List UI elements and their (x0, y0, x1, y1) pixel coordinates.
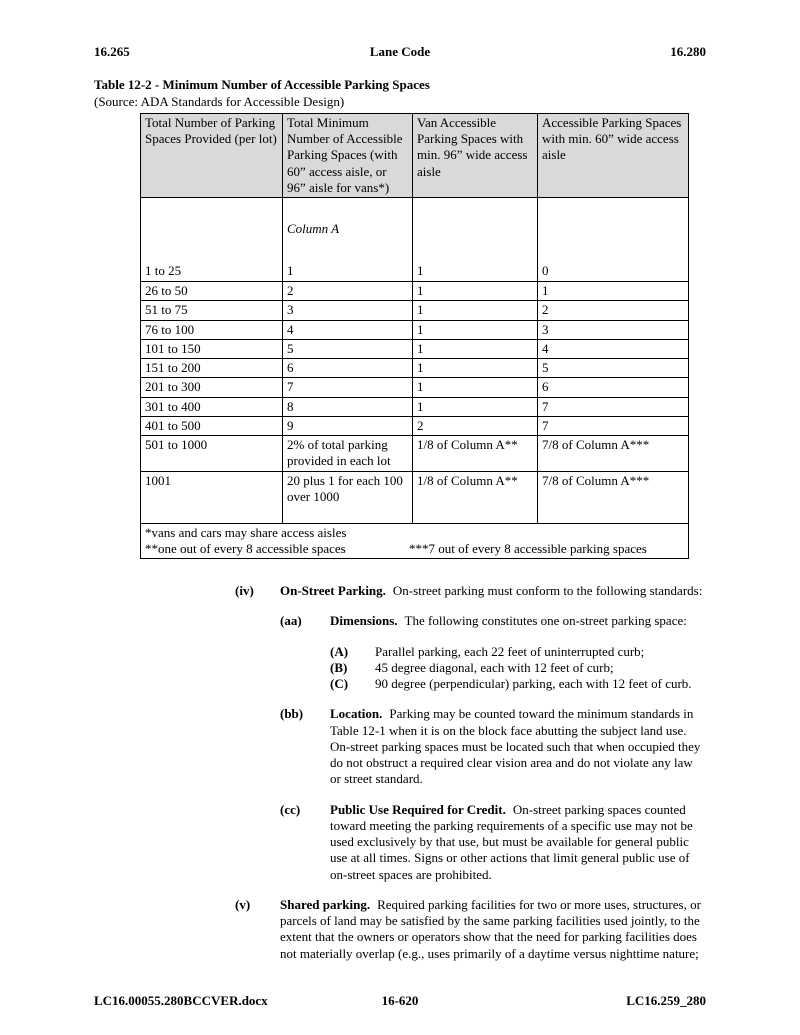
dimension-item-b (330, 660, 706, 676)
table-row (141, 471, 689, 523)
cell-minimum: 20 plus 1 for each 100 over 1000 (283, 471, 413, 523)
item-text: Parallel parking, each 22 feet of uninterrupted curb; (375, 643, 645, 659)
cell-value: 1 to 25 (145, 262, 182, 278)
cell-van: 1 (413, 282, 538, 301)
cell-provided: 501 to 1000 (141, 436, 283, 472)
item-label: (B) (330, 659, 348, 675)
table-row (141, 378, 689, 397)
section-heading: Shared parking. (280, 896, 371, 912)
section-text (330, 613, 706, 629)
cell-van: 1 (413, 397, 538, 416)
section-cc (280, 802, 706, 883)
header-cell-provided: Total Number of Parking Spaces Provided (per lot) (141, 113, 283, 197)
cell-minimum (283, 198, 413, 282)
table-title: Table 12-2 - Minimum Number of Accessible Parking Spaces (94, 77, 430, 93)
cell-minimum: 9 (283, 416, 413, 435)
header-cell-minimum: Total Minimum Number of Accessible Parking Spaces (with 60” access aisle, or 96” aisle for vans*) (283, 113, 413, 197)
cell-provided: 1001 (141, 471, 283, 523)
header-cell-accessible: Accessible Parking Spaces with min. 60” wide access aisle (538, 113, 689, 197)
cell-van: 1/8 of Column A** (413, 471, 538, 523)
cell-minimum: 7 (283, 378, 413, 397)
item-text: 90 degree (perpendicular) parking, each with 12 feet of curb. (375, 676, 692, 691)
cell-minimum: 2% of total parking provided in each lot (283, 436, 413, 472)
section-text (280, 897, 706, 962)
section-text (330, 802, 706, 883)
cell-accessible: 2 (538, 301, 689, 320)
section-heading: Public Use Required for Credit. (330, 801, 506, 817)
section-heading: Dimensions. (330, 613, 398, 629)
cell-provided: 26 to 50 (141, 282, 283, 301)
table-row (141, 320, 689, 339)
section-body-text: On-street parking spaces counted toward meeting the parking requirements of a specific use may not be used exclusively by that use, but must be available for general public use at all times. Signs or other actions that limit general public use of on-street spaces are prohibited. (330, 801, 693, 882)
table-row (141, 301, 689, 320)
cell-provided: 301 to 400 (141, 397, 283, 416)
cell-accessible (538, 198, 689, 282)
table-row (141, 198, 689, 282)
cell-minimum: 4 (283, 320, 413, 339)
table-row (141, 282, 689, 301)
cell-accessible: 3 (538, 320, 689, 339)
cell-provided: 76 to 100 (141, 320, 283, 339)
section-body-text: Parking may be counted toward the minimum standards in Table 12-1 when it is on the block face abutting the subject land use. On-street parking spaces must be located such that when occupied they do not obstruct a required clear vision area and do not violate any law or street standard. (330, 706, 701, 787)
table-row (141, 416, 689, 435)
section-label: (bb) (280, 706, 304, 722)
cell-provided: 151 to 200 (141, 359, 283, 378)
cell-van: 1 (413, 378, 538, 397)
item-text: 45 degree diagonal, each with 12 feet of curb; (375, 659, 614, 675)
cell-value: 1 (417, 262, 424, 278)
footer-filename: LC16.00055.280BCCVER.docx (94, 992, 268, 1008)
item-label: (C) (330, 676, 349, 691)
section-text (330, 706, 706, 787)
cell-minimum: 8 (283, 397, 413, 416)
cell-provided: 401 to 500 (141, 416, 283, 435)
item-label: (A) (330, 643, 349, 659)
section-text (280, 583, 706, 599)
cell-provided: 201 to 300 (141, 378, 283, 397)
header-cell-van: Van Accessible Parking Spaces with min. 96” wide access aisle (413, 113, 538, 197)
footnote-seven-of-eight: ***7 out of every 8 accessible parking spaces (408, 540, 647, 556)
table-source: (Source: ADA Standards for Accessible Design) (94, 93, 345, 109)
section-label: (cc) (280, 801, 301, 817)
header-section-right: 16.280 (670, 44, 706, 59)
cell-accessible: 6 (538, 378, 689, 397)
cell-value: 1 (287, 262, 294, 278)
header-title: Lane Code (369, 44, 431, 59)
cell-accessible: 7/8 of Column A*** (538, 471, 689, 523)
cell-accessible: 7 (538, 397, 689, 416)
section-label: (iv) (235, 583, 254, 598)
section-heading: Location. (330, 706, 383, 722)
footnote-cell (141, 523, 689, 559)
section-body-text: On-street parking must conform to the following standards: (392, 583, 703, 598)
cell-minimum: 6 (283, 359, 413, 378)
header-section-left: 16.265 (94, 44, 130, 59)
column-a-label: Column A (287, 220, 340, 236)
dimension-item-c (330, 676, 706, 692)
cell-van: 1 (413, 320, 538, 339)
table-footnote-row (141, 523, 689, 559)
cell-provided (141, 198, 283, 282)
dimension-item-a (330, 644, 706, 660)
section-body-text: Required parking facilities for two or more uses, structures, or parcels of land may be satisfied by the same parking facilities used jointly, to the extent that the owners or operators show that the need for parking facilities does not materially overlap (e.g., uses primarily of a daytime versus nighttime nature; (280, 896, 701, 961)
section-aa (280, 613, 706, 629)
footer-code-range: LC16.259_280 (626, 992, 706, 1008)
cell-minimum: 3 (283, 301, 413, 320)
table-row (141, 339, 689, 358)
table-header-row (141, 113, 689, 197)
cell-van: 1 (413, 301, 538, 320)
cell-van: 1 (413, 359, 538, 378)
table-row (141, 397, 689, 416)
section-heading: On-Street Parking. (280, 583, 386, 598)
cell-minimum: 2 (283, 282, 413, 301)
footer-page-number: 16-620 (381, 992, 419, 1008)
accessible-parking-table (140, 113, 689, 559)
cell-provided: 101 to 150 (141, 339, 283, 358)
section-body-text: The following constitutes one on-street parking space: (404, 613, 687, 629)
section-label: (aa) (280, 613, 302, 629)
page-footer (94, 993, 706, 1009)
footnote-vans: *vans and cars may share access aisles (145, 524, 347, 540)
cell-accessible: 7/8 of Column A*** (538, 436, 689, 472)
cell-van: 1/8 of Column A** (413, 436, 538, 472)
cell-accessible: 4 (538, 339, 689, 358)
cell-van: 1 (413, 339, 538, 358)
table-row (141, 436, 689, 472)
page-header (94, 44, 706, 60)
cell-van: 2 (413, 416, 538, 435)
cell-accessible: 1 (538, 282, 689, 301)
section-label: (v) (235, 896, 251, 912)
section-v (235, 897, 706, 962)
section-bb (280, 706, 706, 787)
section-iv (235, 583, 706, 599)
cell-accessible: 5 (538, 359, 689, 378)
cell-minimum: 5 (283, 339, 413, 358)
cell-provided: 51 to 75 (141, 301, 283, 320)
footnote-one-of-eight: **one out of every 8 accessible spaces (145, 540, 346, 556)
table-row (141, 359, 689, 378)
cell-van (413, 198, 538, 282)
cell-accessible: 7 (538, 416, 689, 435)
footnote-line-2 (145, 541, 684, 557)
cell-value: 0 (542, 262, 549, 278)
